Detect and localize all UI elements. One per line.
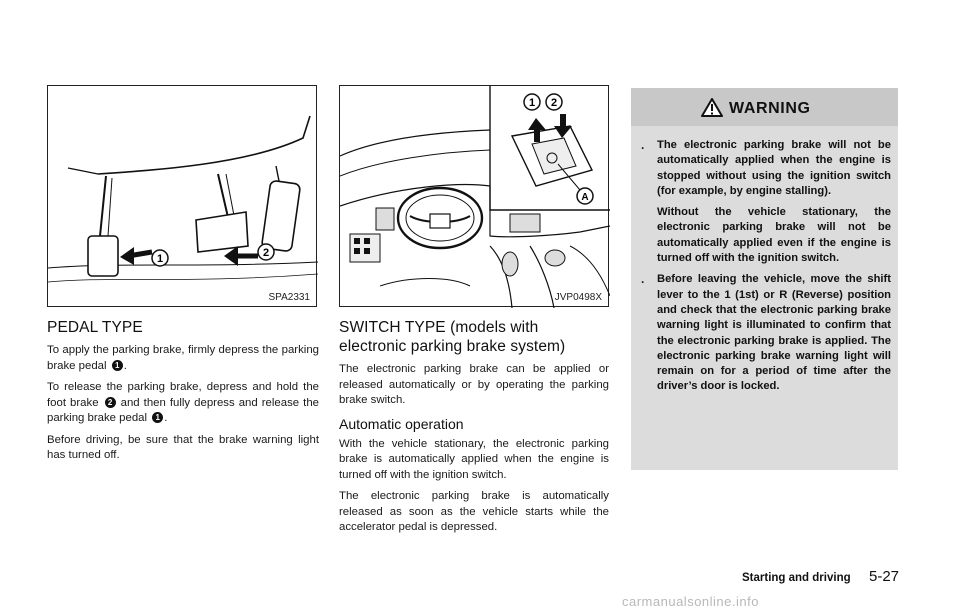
callout-2: 2 <box>262 247 270 259</box>
paragraph <box>47 380 319 427</box>
pedal-illustration <box>48 86 318 308</box>
warning-triangle-icon <box>701 98 723 117</box>
warning-list <box>641 138 891 401</box>
paragraph: With the vehicle stationary, the electronic parking brake is automatically applied when the engine is turned off with the ignition switch. <box>339 437 609 481</box>
warning-box <box>631 88 898 470</box>
middle-column <box>339 318 609 542</box>
list-item <box>641 272 891 394</box>
paragraph <box>47 343 319 374</box>
callout-a: A <box>581 192 589 203</box>
text: . <box>123 359 127 372</box>
warning-text: The electronic parking brake will not be automatically applied when the engine is stopped without using the ignition switch (for example, by engine stalling). <box>657 139 891 197</box>
warning-header <box>631 88 898 126</box>
page-number: 5-27 <box>869 568 900 585</box>
list-item <box>641 138 891 266</box>
text: . <box>164 412 168 424</box>
left-column <box>47 318 319 470</box>
callout-1: 1 <box>528 97 536 109</box>
callout-2: 2 <box>550 97 558 109</box>
ref-marker-1: 1 <box>152 412 163 423</box>
ref-marker-2: 2 <box>105 397 116 408</box>
paragraph: The electronic parking brake can be applied or released automatically or by operating the parking brake switch. <box>339 363 609 406</box>
paragraph: Before driving, be sure that the brake warning light has turned off. <box>47 433 319 461</box>
figure-pedal-type <box>47 85 317 307</box>
warning-text: Without the vehicle stationary, the electronic parking brake will not be automatically applied even if the engine is turned off with the ignition switch. <box>657 206 891 265</box>
text: and then fully depress and release the parking brake pedal <box>47 396 319 424</box>
figure-code: JVP0498X <box>554 292 602 303</box>
text: To apply the parking brake, firmly depress the parking brake pedal <box>47 344 319 372</box>
subheading: Automatic operation <box>339 415 464 432</box>
section-heading: PEDAL TYPE <box>47 319 143 336</box>
text: To release the parking brake, depress and hold the foot brake <box>47 381 319 409</box>
bullet: . <box>641 138 645 152</box>
ref-marker-1: 1 <box>112 360 123 371</box>
callout-1: 1 <box>156 253 164 265</box>
paragraph: The electronic parking brake is automatically released as soon as the vehicle starts while the accelerator pedal is depressed. <box>339 490 609 533</box>
figure-switch-type <box>339 85 609 307</box>
warning-text: Before leaving the vehicle, move the shift lever to the 1 (1st) or R (Reverse) position and check that the electronic parking brake warning light is illuminated to confirm that the electronic parking brake is applied. The electronic parking brake warning light will remain on for a period of time after the driver’s door is locked. <box>657 273 891 393</box>
figure-code: SPA2331 <box>268 292 310 303</box>
warning-title: WARNING <box>729 100 811 117</box>
bullet: . <box>641 272 645 287</box>
cockpit-illustration <box>340 86 610 308</box>
footer-section-title: Starting and driving <box>742 572 851 584</box>
watermark: carmanualsonline.info <box>622 594 759 609</box>
section-heading: SWITCH TYPE (models with electronic parking brake system) <box>339 319 566 355</box>
